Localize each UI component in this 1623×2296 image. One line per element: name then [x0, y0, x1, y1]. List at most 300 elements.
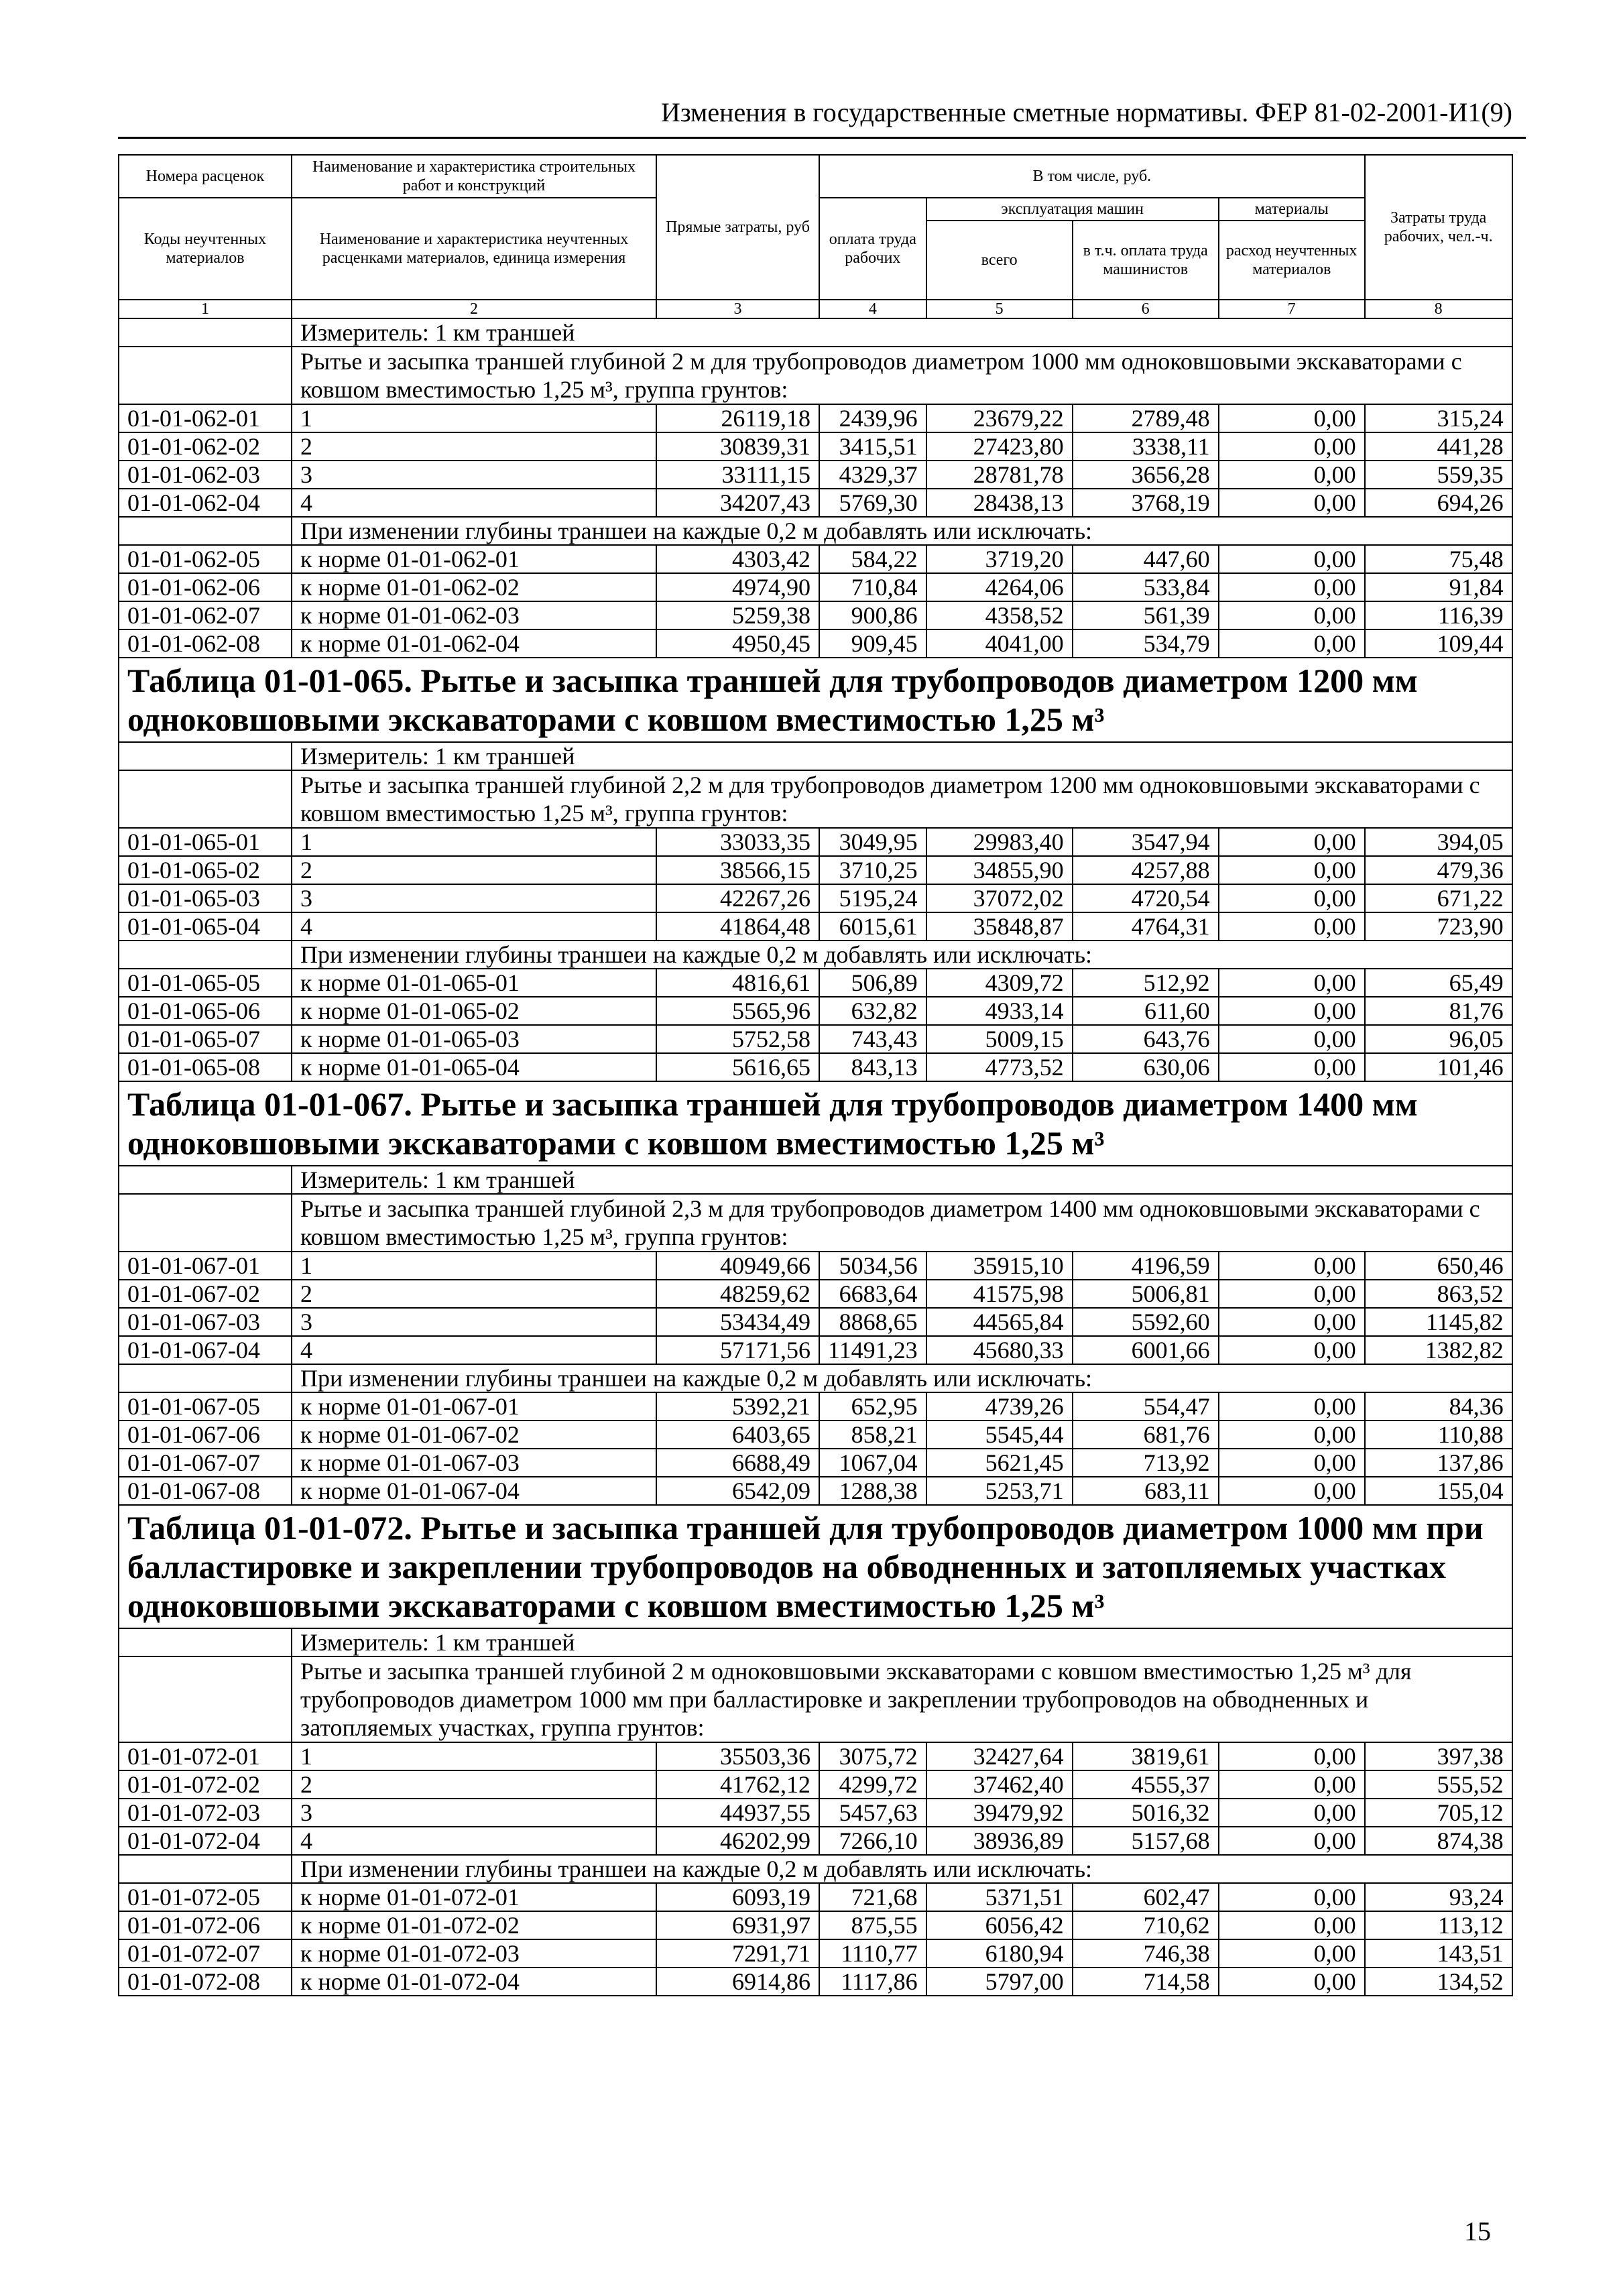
labor-costs: 155,04 — [1365, 1477, 1512, 1505]
machine-total: 39479,92 — [926, 1799, 1073, 1827]
machine-total: 3719,20 — [926, 545, 1073, 573]
material-consumption: 0,00 — [1219, 1449, 1365, 1477]
column-number: 1 — [119, 300, 292, 318]
worker-wages: 506,89 — [819, 969, 926, 997]
labor-costs: 723,90 — [1365, 912, 1512, 941]
machine-total: 4264,06 — [926, 573, 1073, 601]
rate-code: 01-01-062-05 — [119, 545, 292, 573]
rate-code: 01-01-065-05 — [119, 969, 292, 997]
direct-costs: 38566,15 — [656, 856, 819, 884]
worker-wages: 1110,77 — [819, 1939, 926, 1968]
work-name: 3 — [292, 884, 656, 912]
direct-costs: 57171,56 — [656, 1336, 819, 1364]
code-cell-empty — [119, 1194, 292, 1252]
operator-wages: 746,38 — [1073, 1939, 1219, 1968]
work-description: Рытье и засыпка траншей глубиной 2,2 м для трубопроводов диаметром 1200 мм одноковшовыми экскаваторами с ковшом вместимостью 1,25 м³, группа грунтов: — [292, 770, 1512, 828]
worker-wages: 843,13 — [819, 1053, 926, 1081]
material-consumption: 0,00 — [1219, 432, 1365, 461]
labor-costs: 65,49 — [1365, 969, 1512, 997]
rate-code: 01-01-072-03 — [119, 1799, 292, 1827]
operator-wages: 554,47 — [1073, 1392, 1219, 1421]
operator-wages: 5006,81 — [1073, 1280, 1219, 1308]
description-row — [119, 1194, 1512, 1252]
direct-costs: 4303,42 — [656, 545, 819, 573]
rate-code: 01-01-065-01 — [119, 828, 292, 856]
labor-costs: 1382,82 — [1365, 1336, 1512, 1364]
direct-costs: 33111,15 — [656, 461, 819, 489]
description-row — [119, 1656, 1512, 1742]
labor-costs: 315,24 — [1365, 404, 1512, 432]
column-number: 6 — [1073, 300, 1219, 318]
machine-total: 35915,10 — [926, 1252, 1073, 1280]
rate-code: 01-01-067-01 — [119, 1252, 292, 1280]
material-consumption: 0,00 — [1219, 828, 1365, 856]
code-cell-empty — [119, 1628, 292, 1656]
direct-costs: 5392,21 — [656, 1392, 819, 1421]
worker-wages: 1117,86 — [819, 1968, 926, 1996]
rate-code: 01-01-062-02 — [119, 432, 292, 461]
work-name: к норме 01-01-067-03 — [292, 1449, 656, 1477]
machine-total: 23679,22 — [926, 404, 1073, 432]
machine-total: 4739,26 — [926, 1392, 1073, 1421]
header-row-1 — [119, 155, 1512, 198]
operator-wages: 602,47 — [1073, 1883, 1219, 1911]
direct-costs: 7291,71 — [656, 1939, 819, 1968]
rate-code: 01-01-065-06 — [119, 997, 292, 1025]
labor-costs: 397,38 — [1365, 1742, 1512, 1770]
measure-unit: Измеритель: 1 км траншей — [292, 318, 1512, 347]
machine-total: 28438,13 — [926, 489, 1073, 517]
operator-wages: 4764,31 — [1073, 912, 1219, 941]
material-consumption: 0,00 — [1219, 1280, 1365, 1308]
work-name: к норме 01-01-065-01 — [292, 969, 656, 997]
worker-wages: 652,95 — [819, 1392, 926, 1421]
labor-costs: 441,28 — [1365, 432, 1512, 461]
table-row — [119, 884, 1512, 912]
operator-wages: 643,76 — [1073, 1025, 1219, 1053]
direct-costs: 5259,38 — [656, 601, 819, 629]
measure-row — [119, 1166, 1512, 1194]
operator-wages: 3819,61 — [1073, 1742, 1219, 1770]
table-row — [119, 1336, 1512, 1364]
work-name: к норме 01-01-072-03 — [292, 1939, 656, 1968]
worker-wages: 900,86 — [819, 601, 926, 629]
machine-total: 5253,71 — [926, 1477, 1073, 1505]
direct-costs: 4950,45 — [656, 629, 819, 658]
column-number: 3 — [656, 300, 819, 318]
rate-code: 01-01-062-08 — [119, 629, 292, 658]
rate-code: 01-01-072-05 — [119, 1883, 292, 1911]
machine-total: 5545,44 — [926, 1421, 1073, 1449]
work-name: к норме 01-01-065-03 — [292, 1025, 656, 1053]
table-row — [119, 489, 1512, 517]
rate-code: 01-01-072-07 — [119, 1939, 292, 1968]
rate-code: 01-01-067-07 — [119, 1449, 292, 1477]
direct-costs: 6403,65 — [656, 1421, 819, 1449]
rate-code: 01-01-065-07 — [119, 1025, 292, 1053]
table-title — [119, 658, 1512, 742]
table-row — [119, 856, 1512, 884]
direct-costs: 4816,61 — [656, 969, 819, 997]
worker-wages: 3710,25 — [819, 856, 926, 884]
machine-total: 35848,87 — [926, 912, 1073, 941]
direct-costs: 6688,49 — [656, 1449, 819, 1477]
machine-total: 44565,84 — [926, 1308, 1073, 1336]
head-machine-operation: эксплуатация машин — [926, 198, 1219, 221]
description-row — [119, 347, 1512, 404]
rate-code: 01-01-062-06 — [119, 573, 292, 601]
head-operator-wages: в т.ч. оплата труда машинистов — [1073, 221, 1219, 300]
labor-costs: 110,88 — [1365, 1421, 1512, 1449]
table-row — [119, 1770, 1512, 1799]
worker-wages: 710,84 — [819, 573, 926, 601]
rate-code: 01-01-062-01 — [119, 404, 292, 432]
material-consumption: 0,00 — [1219, 884, 1365, 912]
code-cell-empty — [119, 1364, 292, 1392]
work-name: 2 — [292, 1770, 656, 1799]
material-consumption: 0,00 — [1219, 461, 1365, 489]
operator-wages: 630,06 — [1073, 1053, 1219, 1081]
document-title: Изменения в государственные сметные нормативы. ФЕР 81-02-2001-И1(9) — [660, 97, 1512, 127]
table-row — [119, 912, 1512, 941]
rate-code: 01-01-062-03 — [119, 461, 292, 489]
operator-wages: 681,76 — [1073, 1421, 1219, 1449]
code-cell-empty — [119, 1855, 292, 1883]
rate-code: 01-01-065-04 — [119, 912, 292, 941]
labor-costs: 559,35 — [1365, 461, 1512, 489]
table-row — [119, 1883, 1512, 1911]
head-worker-wages: оплата труда рабочих — [819, 198, 926, 300]
table-row — [119, 573, 1512, 601]
code-cell-empty — [119, 742, 292, 770]
material-consumption: 0,00 — [1219, 856, 1365, 884]
table-row — [119, 404, 1512, 432]
labor-costs: 134,52 — [1365, 1968, 1512, 1996]
worker-wages: 6015,61 — [819, 912, 926, 941]
table-number: Таблица 01-01-065. — [127, 662, 412, 699]
operator-wages: 3547,94 — [1073, 828, 1219, 856]
operator-wages: 713,92 — [1073, 1449, 1219, 1477]
work-name: 3 — [292, 461, 656, 489]
table-row — [119, 545, 1512, 573]
worker-wages: 3415,51 — [819, 432, 926, 461]
operator-wages: 683,11 — [1073, 1477, 1219, 1505]
work-name: 1 — [292, 828, 656, 856]
labor-costs: 874,38 — [1365, 1827, 1512, 1855]
worker-wages: 743,43 — [819, 1025, 926, 1053]
work-name: к норме 01-01-062-02 — [292, 573, 656, 601]
table-row — [119, 1742, 1512, 1770]
direct-costs: 44937,55 — [656, 1799, 819, 1827]
operator-wages: 4257,88 — [1073, 856, 1219, 884]
direct-costs: 41762,12 — [656, 1770, 819, 1799]
measure-unit: Измеритель: 1 км траншей — [292, 1166, 1512, 1194]
machine-total: 5009,15 — [926, 1025, 1073, 1053]
direct-costs: 26119,18 — [656, 404, 819, 432]
page-number: 15 — [1464, 2216, 1491, 2246]
worker-wages: 3049,95 — [819, 828, 926, 856]
operator-wages: 710,62 — [1073, 1911, 1219, 1939]
labor-costs: 650,46 — [1365, 1252, 1512, 1280]
worker-wages: 5769,30 — [819, 489, 926, 517]
machine-total: 34855,90 — [926, 856, 1073, 884]
worker-wages: 2439,96 — [819, 404, 926, 432]
direct-costs: 30839,31 — [656, 432, 819, 461]
material-consumption: 0,00 — [1219, 489, 1365, 517]
table-row — [119, 461, 1512, 489]
work-description: Рытье и засыпка траншей глубиной 2 м для трубопроводов диаметром 1000 мм одноковшовыми экскаваторами с ковшом вместимостью 1,25 м³, группа грунтов: — [292, 347, 1512, 404]
table-row — [119, 432, 1512, 461]
head-material-name: Наименование и характеристика неучтенных расценками материалов, единица измерения — [292, 198, 656, 300]
table-row — [119, 629, 1512, 658]
code-cell-empty — [119, 347, 292, 404]
worker-wages: 4299,72 — [819, 1770, 926, 1799]
code-cell-empty — [119, 517, 292, 545]
head-material-codes: Коды неучтенных материалов — [119, 198, 292, 300]
note-row — [119, 1364, 1512, 1392]
direct-costs: 41864,48 — [656, 912, 819, 941]
rate-code: 01-01-067-05 — [119, 1392, 292, 1421]
labor-costs: 109,44 — [1365, 629, 1512, 658]
labor-costs: 705,12 — [1365, 1799, 1512, 1827]
operator-wages: 3768,19 — [1073, 489, 1219, 517]
direct-costs: 53434,49 — [656, 1308, 819, 1336]
labor-costs: 671,22 — [1365, 884, 1512, 912]
machine-total: 27423,80 — [926, 432, 1073, 461]
table-row — [119, 1968, 1512, 1996]
material-consumption: 0,00 — [1219, 912, 1365, 941]
material-consumption: 0,00 — [1219, 1799, 1365, 1827]
worker-wages: 6683,64 — [819, 1280, 926, 1308]
measure-row — [119, 318, 1512, 347]
labor-costs: 96,05 — [1365, 1025, 1512, 1053]
measure-row — [119, 1628, 1512, 1656]
material-consumption: 0,00 — [1219, 1477, 1365, 1505]
direct-costs: 46202,99 — [656, 1827, 819, 1855]
table-title-row — [119, 1081, 1512, 1166]
material-consumption: 0,00 — [1219, 1939, 1365, 1968]
material-consumption: 0,00 — [1219, 969, 1365, 997]
code-cell-empty — [119, 1656, 292, 1742]
depth-change-note: При изменении глубины траншеи на каждые 0,2 м добавлять или исключать: — [292, 517, 1512, 545]
direct-costs: 5565,96 — [656, 997, 819, 1025]
measure-row — [119, 742, 1512, 770]
operator-wages: 447,60 — [1073, 545, 1219, 573]
table-row — [119, 601, 1512, 629]
labor-costs: 137,86 — [1365, 1449, 1512, 1477]
code-cell-empty — [119, 770, 292, 828]
table-row — [119, 969, 1512, 997]
worker-wages: 584,22 — [819, 545, 926, 573]
machine-total: 29983,40 — [926, 828, 1073, 856]
table-row — [119, 1392, 1512, 1421]
machine-total: 5371,51 — [926, 1883, 1073, 1911]
rates-table — [118, 154, 1513, 1996]
work-name: 2 — [292, 432, 656, 461]
direct-costs: 42267,26 — [656, 884, 819, 912]
rate-code: 01-01-065-02 — [119, 856, 292, 884]
depth-change-note: При изменении глубины траншеи на каждые 0,2 м добавлять или исключать: — [292, 1855, 1512, 1883]
material-consumption: 0,00 — [1219, 1742, 1365, 1770]
operator-wages: 3656,28 — [1073, 461, 1219, 489]
work-name: к норме 01-01-067-02 — [292, 1421, 656, 1449]
head-materials: материалы — [1219, 198, 1365, 221]
work-name: 4 — [292, 912, 656, 941]
work-name: 4 — [292, 489, 656, 517]
worker-wages: 858,21 — [819, 1421, 926, 1449]
machine-total: 6180,94 — [926, 1939, 1073, 1968]
table-caption: Рытье и засыпка траншей для трубопроводов диаметром 1400 мм одноковшовыми экскаваторами с ковшом вместимостью 1,25 м³ — [127, 1085, 1418, 1162]
table-row — [119, 1477, 1512, 1505]
labor-costs: 479,36 — [1365, 856, 1512, 884]
machine-total: 32427,64 — [926, 1742, 1073, 1770]
operator-wages: 4555,37 — [1073, 1770, 1219, 1799]
operator-wages: 5157,68 — [1073, 1827, 1219, 1855]
machine-total: 41575,98 — [926, 1280, 1073, 1308]
work-name: к норме 01-01-067-04 — [292, 1477, 656, 1505]
work-name: к норме 01-01-062-01 — [292, 545, 656, 573]
labor-costs: 75,48 — [1365, 545, 1512, 573]
direct-costs: 6931,97 — [656, 1911, 819, 1939]
worker-wages: 1288,38 — [819, 1477, 926, 1505]
code-cell-empty — [119, 318, 292, 347]
operator-wages: 561,39 — [1073, 601, 1219, 629]
table-title-row — [119, 658, 1512, 742]
head-including: В том числе, руб. — [819, 155, 1365, 198]
worker-wages: 909,45 — [819, 629, 926, 658]
material-consumption: 0,00 — [1219, 1392, 1365, 1421]
material-consumption: 0,00 — [1219, 601, 1365, 629]
head-direct-costs: Прямые затраты, руб — [656, 155, 819, 300]
table-number: Таблица 01-01-067. — [127, 1085, 412, 1123]
code-cell-empty — [119, 941, 292, 969]
worker-wages: 632,82 — [819, 997, 926, 1025]
rate-code: 01-01-067-04 — [119, 1336, 292, 1364]
labor-costs: 143,51 — [1365, 1939, 1512, 1968]
operator-wages: 611,60 — [1073, 997, 1219, 1025]
labor-costs: 113,12 — [1365, 1911, 1512, 1939]
worker-wages: 875,55 — [819, 1911, 926, 1939]
measure-unit: Измеритель: 1 км траншей — [292, 1628, 1512, 1656]
direct-costs: 5752,58 — [656, 1025, 819, 1053]
labor-costs: 84,36 — [1365, 1392, 1512, 1421]
work-name: 3 — [292, 1308, 656, 1336]
head-labor-costs: Затраты труда рабочих, чел.-ч. — [1365, 155, 1512, 300]
table-row — [119, 1025, 1512, 1053]
operator-wages: 5016,32 — [1073, 1799, 1219, 1827]
work-name: 1 — [292, 1742, 656, 1770]
table-row — [119, 1421, 1512, 1449]
material-consumption: 0,00 — [1219, 1911, 1365, 1939]
machine-total: 5621,45 — [926, 1449, 1073, 1477]
table-title — [119, 1081, 1512, 1166]
work-name: к норме 01-01-065-02 — [292, 997, 656, 1025]
worker-wages: 8868,65 — [819, 1308, 926, 1336]
labor-costs: 1145,82 — [1365, 1308, 1512, 1336]
note-row — [119, 941, 1512, 969]
work-name: к норме 01-01-062-04 — [292, 629, 656, 658]
table-row — [119, 1308, 1512, 1336]
labor-costs: 93,24 — [1365, 1883, 1512, 1911]
material-consumption: 0,00 — [1219, 1053, 1365, 1081]
page-header — [118, 94, 1526, 139]
note-row — [119, 517, 1512, 545]
work-description: Рытье и засыпка траншей глубиной 2 м одноковшовыми экскаваторами с ковшом вместимостью 1,25 м³ для трубопроводов диаметром 1000 мм при балластировке и закреплении трубопроводов на обводненных и затопляемых участках, группа грунтов: — [292, 1656, 1512, 1742]
work-name: к норме 01-01-065-04 — [292, 1053, 656, 1081]
machine-total: 4773,52 — [926, 1053, 1073, 1081]
column-number: 7 — [1219, 300, 1365, 318]
labor-costs: 394,05 — [1365, 828, 1512, 856]
machine-total: 28781,78 — [926, 461, 1073, 489]
machine-total: 37072,02 — [926, 884, 1073, 912]
head-rate-numbers: Номера расценок — [119, 155, 292, 198]
material-consumption: 0,00 — [1219, 1308, 1365, 1336]
labor-costs: 863,52 — [1365, 1280, 1512, 1308]
rate-code: 01-01-072-02 — [119, 1770, 292, 1799]
head-material-consumption: расход неучтенных материалов — [1219, 221, 1365, 300]
direct-costs: 33033,35 — [656, 828, 819, 856]
table-row — [119, 1939, 1512, 1968]
direct-costs: 6914,86 — [656, 1968, 819, 1996]
material-consumption: 0,00 — [1219, 1252, 1365, 1280]
table-title — [119, 1505, 1512, 1628]
labor-costs: 81,76 — [1365, 997, 1512, 1025]
direct-costs: 6542,09 — [656, 1477, 819, 1505]
depth-change-note: При изменении глубины траншеи на каждые 0,2 м добавлять или исключать: — [292, 1364, 1512, 1392]
table-row — [119, 1799, 1512, 1827]
table-row — [119, 1280, 1512, 1308]
column-number: 5 — [926, 300, 1073, 318]
labor-costs: 555,52 — [1365, 1770, 1512, 1799]
labor-costs: 116,39 — [1365, 601, 1512, 629]
table-row — [119, 1449, 1512, 1477]
work-name: 4 — [292, 1827, 656, 1855]
work-name: к норме 01-01-062-03 — [292, 601, 656, 629]
work-name: к норме 01-01-072-02 — [292, 1911, 656, 1939]
labor-costs: 694,26 — [1365, 489, 1512, 517]
rate-code: 01-01-072-08 — [119, 1968, 292, 1996]
operator-wages: 714,58 — [1073, 1968, 1219, 1996]
work-name: 2 — [292, 1280, 656, 1308]
rate-code: 01-01-067-03 — [119, 1308, 292, 1336]
direct-costs: 4974,90 — [656, 573, 819, 601]
worker-wages: 1067,04 — [819, 1449, 926, 1477]
work-name: к норме 01-01-072-01 — [292, 1883, 656, 1911]
head-machine-total: всего — [926, 221, 1073, 300]
worker-wages: 721,68 — [819, 1883, 926, 1911]
operator-wages: 4196,59 — [1073, 1252, 1219, 1280]
machine-total: 37462,40 — [926, 1770, 1073, 1799]
work-description: Рытье и засыпка траншей глубиной 2,3 м для трубопроводов диаметром 1400 мм одноковшовыми экскаваторами с ковшом вместимостью 1,25 м³, группа грунтов: — [292, 1194, 1512, 1252]
material-consumption: 0,00 — [1219, 545, 1365, 573]
worker-wages: 11491,23 — [819, 1336, 926, 1364]
table-title-row — [119, 1505, 1512, 1628]
column-number: 8 — [1365, 300, 1512, 318]
measure-unit: Измеритель: 1 км траншей — [292, 742, 1512, 770]
labor-costs: 101,46 — [1365, 1053, 1512, 1081]
rate-code: 01-01-067-08 — [119, 1477, 292, 1505]
rate-code: 01-01-067-06 — [119, 1421, 292, 1449]
material-consumption: 0,00 — [1219, 1968, 1365, 1996]
rate-code: 01-01-062-07 — [119, 601, 292, 629]
head-work-name: Наименование и характеристика строительных работ и конструкций — [292, 155, 656, 198]
column-number-row — [119, 300, 1512, 318]
table-row — [119, 1827, 1512, 1855]
machine-total: 45680,33 — [926, 1336, 1073, 1364]
worker-wages: 5457,63 — [819, 1799, 926, 1827]
direct-costs: 48259,62 — [656, 1280, 819, 1308]
worker-wages: 5195,24 — [819, 884, 926, 912]
